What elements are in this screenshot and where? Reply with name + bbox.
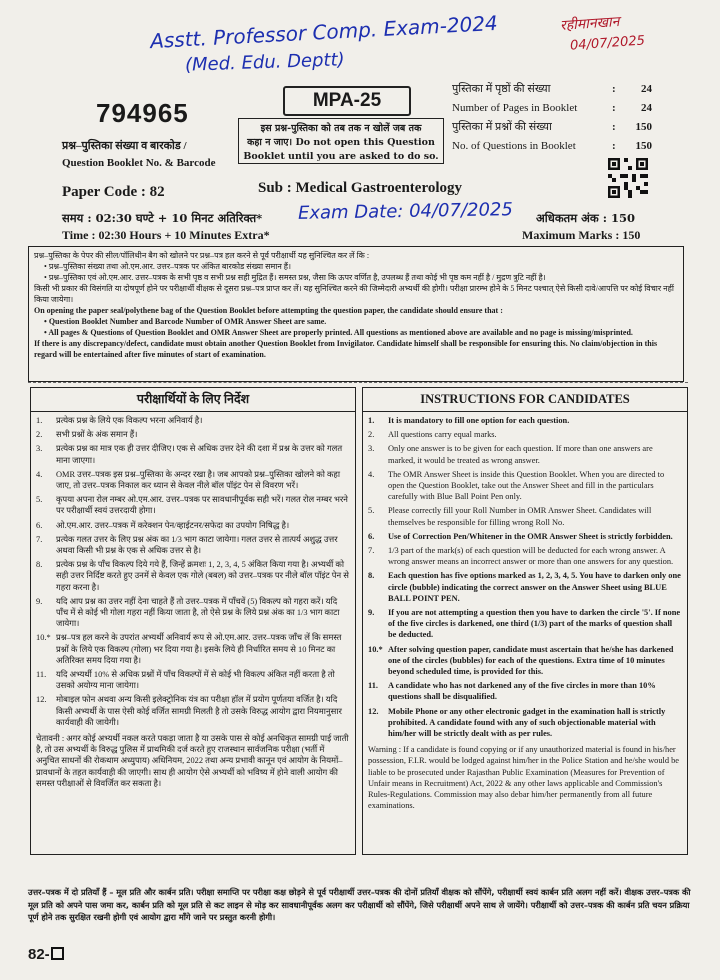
- time-english: Time : 02:30 Hours + 10 Minutes Extra*: [62, 228, 270, 242]
- list-item: 4. The OMR Answer Sheet is inside this Question Booklet. When you are directed to open the Question Booklet, take out the Answer Sheet and fill in the particulars carefully with Blue Ball Point Pen only.: [368, 469, 665, 502]
- time-hindi: समय : 02:30 घण्टे + 10 मिनट अतिरिक्त*: [62, 211, 263, 225]
- list-item: 8. Each question has five options marked as 1, 2, 3, 4, 5. You have to darken only one circle (bubble) indicating the correct answer on the Answer Sheet using BLUE BALL POINT PEN.: [368, 571, 681, 603]
- handwritten-exam-date: Exam Date: 04/07/2025: [297, 199, 514, 224]
- page-box-icon: [51, 947, 64, 960]
- seal-opening-notice: प्रश्न–पुस्तिका के पेपर की सील/पॉलिथीन बैग को खोलने पर प्रश्न–पत्र हल करने से पूर्व परीक्षार्थी यह सुनिश्चित कर लें कि : • प्रश्न–पुस्तिका संख्या तथा ओ.एम.आर. उत्तर–पत्रक पर अंकित बारकोड संख्या समान हैं। • प्रश्न–पुस्तिका एवं ओ.एम.आर. उत्तर–पत्रक के सभी पृष्ठ व सभी प्रश्न सही मुद्रित हैं। समस्त प्रश्न, जैसा कि ऊपर वर्णित है, उपलब्ध हैं तथा कोई भी पृष्ठ कम नहीं है / मुद्रण त्रुटि नहीं है। किसी भी प्रकार की विसंगति या दोषपूर्ण होने पर परीक्षार्थी वीक्षक से दूसरा प्रश्न–पत्र प्राप्त कर लें। यह सुनिश्चित करने की जिम्मेदारी अभ्यर्थी की होगी। परीक्षा प्रारम्भ होने के 5 मिनट पश्चात् ऐसे किसी दावे/आपत्ति पर कोई विचार नहीं किया जायेगा। On opening the paper seal/polythene bag of the Question Booklet before attempting the question paper, the candidate should ensure that : • Question Booklet Number and Barcode Number of OMR Answer Sheet are same. • All pages & Questions of Question Booklet and OMR Answer Sheet are properly printed. All questions as mentioned above are available and no page is missing/misprinted. If there is any discrepancy/defect, candidate must obtain another Question Booklet from Invigilator. Candidate himself shall be responsible for ensuring this. No claim/objection in this regard will be entertained after five minutes of start of examination.: [28, 246, 684, 382]
- list-item: 9. यदि आप प्रश्न का उत्तर नहीं देना चाहते हैं तो उत्तर–पत्रक में पाँचवें (5) विकल्प को गहरा करें। यदि पाँच में से कोई भी गोला गहरा नहीं किया जाता है, तो ऐसे प्रश्न के लिये प्रश्न अंक का 1/3 भाग काटा जायेगा।: [36, 596, 340, 629]
- handwritten-department: (Med. Edu. Deptt): [184, 49, 345, 76]
- stat-row: Number of Pages in Booklet : 24: [452, 102, 652, 114]
- max-marks-english: Maximum Marks : 150: [522, 228, 641, 242]
- page-number: 82-: [28, 946, 64, 963]
- handwritten-date: 04/07/2025: [569, 33, 646, 54]
- list-item: 3. प्रत्येक प्रश्न का मात्र एक ही उत्तर दीजिए। एक से अधिक उत्तर देने की दशा में प्रश्न के उत्तर को गलत माना जाएगा।: [36, 444, 343, 465]
- list-item: 5. Please correctly fill your Roll Number in OMR Answer Sheet. Candidates will themselves be responsible for filling wrong Roll No.: [368, 506, 652, 527]
- subject: Sub : Medical Gastroenterology: [258, 180, 463, 196]
- booklet-stats: [452, 80, 652, 156]
- list-item: 1. It is mandatory to fill one option for each question.: [368, 416, 570, 425]
- list-item: 9. If you are not attempting a question then you have to darken the circle '5'. If none of the five circles is darkened, one third (1/3) part of the marks of question shall be deducted.: [368, 608, 681, 640]
- stat-row: पुस्तिका में प्रश्नों की संख्या : 150: [452, 121, 652, 133]
- booklet-number-label: प्रश्न–पुस्तिका संख्या व बारकोड / Question Booklet No. & Barcode: [62, 140, 216, 169]
- paper-code: Paper Code : 82: [62, 184, 165, 200]
- list-item: 2. All questions carry equal marks.: [368, 430, 497, 440]
- max-marks-hindi: अधिकतम अंक : 150: [536, 211, 635, 225]
- list-item: 6. ओ.एम.आर. उत्तर–पत्रक में करेक्शन पेन/व्हाईटनर/सफेदा का उपयोग निषिद्ध है।: [36, 520, 290, 530]
- warning-hindi: चेतावनी : अगर कोई अभ्यर्थी नकल करते पकड़ा जाता है या उसके पास से कोई अनधिकृत सामग्री पाई जाती है, तो उस अभ्यर्थी के विरुद्ध पुलिस में प्राथमिकी दर्ज करते हुए राजस्थान सार्वजनिक परीक्षा (भर्ती में अनुचित साधनों की रोकथाम अध्युपाय) अधिनियम, 2022 तथा अन्य प्रभावी कानून एवं आयोग के नियमों–प्रावधानों के तहत कार्यवाही की जाएगी। साथ ही आयोग ऐसे अभ्यर्थी को भविष्य में होने वाली आयोग की समस्त परीक्षाओं से विवर्जित कर सकता है।: [36, 734, 349, 788]
- list-item: 10.* After solving question paper, candidate must ascertain that he/she has darkened one of the circles (bubbles) for each of the questions. Extra time of 10 minutes beyond scheduled time, is provided for this.: [368, 644, 674, 677]
- do-not-open-warning: इस प्रश्न-पुस्तिका को तब तक न खोलें जब तक कहा न जाए। Do not open this Question Booklet until you are asked to do so.: [238, 118, 444, 164]
- instructions-english: [362, 387, 688, 855]
- list-item: 8. प्रत्येक प्रश्न के पाँच विकल्प दिये गये हैं, जिन्हें क्रमशः 1, 2, 3, 4, 5 अंकित किया गया है। अभ्यर्थी को सही उत्तर निर्दिष्ट करते हुए उनमें से केवल एक गोले (बबल) को उत्तर–पत्रक पर नीले बॉल पॉइंट पेन से गहरा करना है।: [36, 560, 349, 592]
- handwritten-signature: रहीमानखान: [559, 13, 620, 35]
- instructions-hindi-heading: परीक्षार्थियों के लिए निर्देश: [31, 388, 355, 412]
- series-code: MPA-25: [283, 86, 411, 116]
- list-item: 5. कृपया अपना रोल नम्बर ओ.एम.आर. उत्तर–पत्रक पर सावधानीपूर्वक सही भरें। गलत रोल नम्बर भरने पर परीक्षार्थी स्वयं उत्तरदायी होगा।: [36, 495, 348, 516]
- instructions-hindi: [30, 387, 356, 855]
- stat-row: पुस्तिका में पृष्ठों की संख्या : 24: [452, 83, 652, 95]
- handwritten-exam-title: Asstt. Professor Comp. Exam-2024: [149, 10, 499, 54]
- list-item: 12. मोबाइल फोन अथवा अन्य किसी इलेक्ट्रोनिक यंत्र का परीक्षा हॉल में प्रयोग पूर्णतया वर्जित है। यदि किसी अभ्यर्थी के पास ऐसी कोई वर्जित सामग्री मिलती है तो उसके विरुद्ध आयोग द्वारा नियमानुसार कार्यवाही की जायेगी।: [36, 695, 342, 727]
- list-item: 6. Use of Correction Pen/Whitener in the OMR Answer Sheet is strictly forbidden.: [368, 531, 673, 541]
- list-item: 4. OMR उत्तर–पत्रक इस प्रश्न–पुस्तिका के अन्दर रखा है। जब आपको प्रश्न–पुस्तिका खोलने को कहा जाए, तो उत्तर–पत्रक निकाल कर ध्यान से केवल नीले बॉल पॉइंट पेन से विवरण भरें।: [36, 469, 341, 491]
- list-item: 11. A candidate who has not darkened any of the five circles in more than 10% questions shall be disqualified.: [368, 681, 656, 702]
- list-item: 1. प्रत्येक प्रश्न के लिये एक विकल्प भरना अनिवार्य है।: [36, 416, 203, 425]
- warning-english: Warning : If a candidate is found copying or if any unauthorized material is found in his/her possession, F.I.R. would be lodged against him/her in the Police Station and he/she would be liable to be prosecuted under Rajasthan Public Examination (Measures for Prevention of Unfair means in Recruitment) Act, 2022 & any other laws applicable and Commission's Rules-Regulations. Commission may also debar him/her permanently from all future examinations.: [368, 745, 680, 811]
- answer-sheet-copies-note: उत्तर–पत्रक में दो प्रतियाँ हैं – मूल प्रति और कार्बन प्रति। परीक्षा समाप्ति पर परीक्षा कक्ष छोड़ने से पूर्व परीक्षार्थी उत्तर–पत्रक की दोनों प्रतियाँ वीक्षक को सौंपेंगे, परीक्षार्थी स्वयं कार्बन प्रति अलग नहीं करें। वीक्षक उत्तर–पत्रक की मूल प्रति को अपने पास जमा कर, कार्बन प्रति को मूल प्रति से कट लाइन से मोड़ कर सावधानीपूर्वक अलग कर परीक्षार्थी को सौंपेंगे, जिसे परीक्षार्थी अपने साथ ले जायेंगे। परीक्षार्थी को उत्तर–पत्रक की कार्बन प्रति चयन प्रक्रिया पूर्ण होने तक सुरक्षित रखनी होगी एवं आयोग द्वारा माँगे जाने पर प्रस्तुत करनी होगी।: [28, 887, 691, 922]
- booklet-number: 794965: [96, 98, 189, 128]
- list-item: 11. यदि अभ्यर्थी 10% से अधिक प्रश्नों में पाँच विकल्पों में से कोई भी विकल्प अंकित नहीं करता है तो उसको अयोग्य माना जायेगा।: [36, 670, 335, 691]
- list-item: 7. 1/3 part of the mark(s) of each question will be deducted for each wrong answer. A wrong answer means an incorrect answer or more than one answers for any question.: [368, 546, 674, 567]
- list-item: 12. Mobile Phone or any other electronic gadget in the examination hall is strictly prohibited. A candidate found with any of such objectionable material with him/her will be strictly dealt with as per rules.: [368, 706, 666, 739]
- list-item: 7. प्रत्येक गलत उत्तर के लिए प्रश्न अंक का 1/3 भाग काटा जायेगा। गलत उत्तर से तात्पर्य अशुद्ध उत्तर अथवा किसी भी प्रश्न के एक से अधिक उत्तर से है।: [36, 534, 338, 556]
- list-item: 3. Only one answer is to be given for each question. If more than one answers are marked, it would be treated as wrong answer.: [368, 444, 653, 465]
- stat-row: No. of Questions in Booklet : 150: [452, 140, 652, 152]
- list-item: 10.* प्रश्न–पत्र हल करने के उपरांत अभ्यर्थी अनिवार्य रूप से ओ.एम.आर. उत्तर–पत्रक जाँच लें कि समस्त प्रश्नों के लिये एक विकल्प (गोला) भर दिया गया है। इसके लिये ही निर्धारित समय से 10 मिनट का अतिरिक्त समय दिया गया है।: [36, 633, 342, 665]
- instructions-english-heading: INSTRUCTIONS FOR CANDIDATES: [363, 388, 687, 412]
- qr-code: [608, 158, 648, 198]
- list-item: 2. सभी प्रश्नों के अंक समान हैं।: [36, 430, 138, 440]
- divider: [28, 382, 688, 383]
